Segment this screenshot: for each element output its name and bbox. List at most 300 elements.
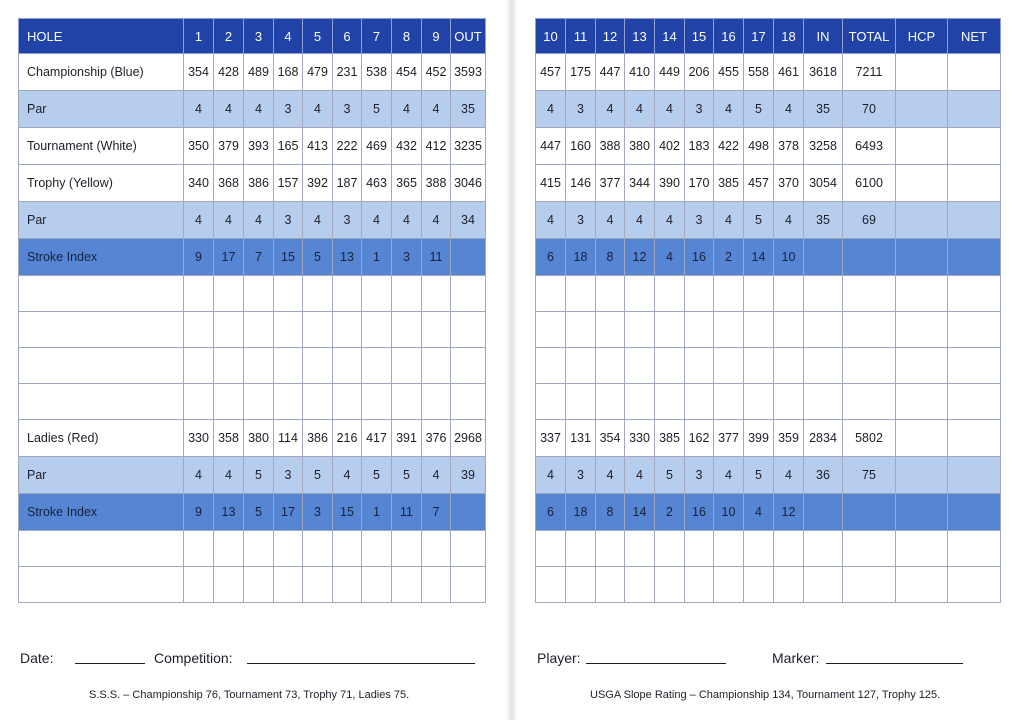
player-score-cell[interactable] — [596, 567, 625, 603]
player-score-cell[interactable] — [451, 348, 486, 384]
player-score-cell[interactable] — [566, 567, 596, 603]
score-cell: 452 — [422, 54, 451, 91]
player-score-cell[interactable] — [744, 312, 774, 348]
player-score-cell[interactable] — [214, 276, 244, 312]
score-cell — [896, 494, 948, 531]
player-score-cell[interactable] — [451, 276, 486, 312]
score-cell: 75 — [843, 457, 896, 494]
hole-number: 8 — [392, 19, 422, 54]
player-score-cell[interactable] — [655, 531, 685, 567]
player-score-row — [536, 531, 1001, 567]
score-cell: 4 — [303, 202, 333, 239]
player-score-cell[interactable] — [655, 384, 685, 420]
score-cell — [451, 239, 486, 276]
player-score-cell[interactable] — [596, 276, 625, 312]
score-cell: 4 — [744, 494, 774, 531]
player-score-cell[interactable] — [625, 276, 655, 312]
player-score-row — [19, 348, 486, 384]
score-cell — [843, 239, 896, 276]
player-score-cell[interactable] — [362, 276, 392, 312]
marker-line[interactable] — [826, 663, 963, 664]
score-cell: 447 — [536, 128, 566, 165]
player-score-cell[interactable] — [714, 531, 744, 567]
player-score-cell[interactable] — [596, 348, 625, 384]
player-score-cell[interactable] — [214, 531, 244, 567]
player-score-cell[interactable] — [392, 567, 422, 603]
player-name-cell[interactable] — [19, 312, 184, 348]
player-score-cell[interactable] — [244, 276, 274, 312]
score-cell: 391 — [392, 420, 422, 457]
player-score-cell[interactable] — [536, 531, 566, 567]
score-cell: 337 — [536, 420, 566, 457]
score-cell — [948, 202, 1001, 239]
player-score-cell[interactable] — [184, 348, 214, 384]
player-score-cell[interactable] — [362, 531, 392, 567]
player-score-cell[interactable] — [596, 384, 625, 420]
player-score-cell[interactable] — [303, 531, 333, 567]
player-score-cell[interactable] — [804, 348, 843, 384]
row-label: Par — [19, 91, 184, 128]
score-cell — [948, 54, 1001, 91]
player-score-cell[interactable] — [184, 384, 214, 420]
score-cell: 4 — [655, 202, 685, 239]
player-score-cell[interactable] — [896, 531, 948, 567]
player-score-cell[interactable] — [804, 312, 843, 348]
player-name-cell[interactable] — [19, 276, 184, 312]
player-score-cell[interactable] — [625, 384, 655, 420]
hole-number: IN — [804, 19, 843, 54]
player-score-cell[interactable] — [566, 276, 596, 312]
score-cell: 5 — [744, 91, 774, 128]
player-score-cell[interactable] — [422, 276, 451, 312]
player-score-cell[interactable] — [274, 567, 303, 603]
score-cell: 18 — [566, 494, 596, 531]
player-score-cell[interactable] — [948, 567, 1001, 603]
score-cell: 3235 — [451, 128, 486, 165]
score-cell: 5 — [655, 457, 685, 494]
player-score-cell[interactable] — [714, 348, 744, 384]
hole-header: HOLE — [19, 19, 184, 54]
player-score-cell[interactable] — [843, 567, 896, 603]
score-cell: 5 — [392, 457, 422, 494]
player-score-cell[interactable] — [392, 276, 422, 312]
score-cell: 4 — [625, 91, 655, 128]
score-cell: 358 — [214, 420, 244, 457]
player-score-cell[interactable] — [333, 348, 362, 384]
player-line[interactable] — [586, 663, 726, 664]
player-name-cell[interactable] — [19, 567, 184, 603]
score-cell: 4 — [655, 239, 685, 276]
player-score-cell[interactable] — [392, 348, 422, 384]
player-score-cell[interactable] — [244, 384, 274, 420]
score-cell: 4 — [392, 91, 422, 128]
score-cell: 3 — [274, 202, 303, 239]
score-cell: 4 — [422, 457, 451, 494]
score-cell: 380 — [244, 420, 274, 457]
score-cell: 4 — [536, 457, 566, 494]
player-score-cell[interactable] — [214, 567, 244, 603]
row-label: Tournament (White) — [19, 128, 184, 165]
player-score-cell[interactable] — [744, 567, 774, 603]
score-cell: 4 — [214, 457, 244, 494]
player-score-cell[interactable] — [303, 384, 333, 420]
player-score-cell[interactable] — [896, 348, 948, 384]
player-score-cell[interactable] — [948, 384, 1001, 420]
score-cell: 463 — [362, 165, 392, 202]
scorecard-row — [536, 202, 1001, 239]
player-score-cell[interactable] — [422, 531, 451, 567]
player-score-cell[interactable] — [274, 348, 303, 384]
score-cell: 16 — [685, 494, 714, 531]
scorecard-row — [536, 128, 1001, 165]
score-cell: 7 — [422, 494, 451, 531]
score-cell: 379 — [214, 128, 244, 165]
player-score-cell[interactable] — [596, 531, 625, 567]
score-cell: 393 — [244, 128, 274, 165]
player-score-cell[interactable] — [774, 531, 804, 567]
player-score-cell[interactable] — [303, 348, 333, 384]
score-cell — [948, 457, 1001, 494]
player-score-cell[interactable] — [774, 348, 804, 384]
score-cell: 4 — [244, 202, 274, 239]
score-cell: 12 — [774, 494, 804, 531]
score-cell: 17 — [214, 239, 244, 276]
score-cell: 3 — [566, 91, 596, 128]
score-cell: 7 — [244, 239, 274, 276]
back-nine-table — [535, 18, 1001, 603]
player-score-cell[interactable] — [804, 531, 843, 567]
score-cell: 170 — [685, 165, 714, 202]
scorecard-row — [536, 91, 1001, 128]
player-score-cell[interactable] — [214, 312, 244, 348]
player-score-cell[interactable] — [685, 276, 714, 312]
score-cell: 3 — [274, 91, 303, 128]
score-cell — [948, 165, 1001, 202]
score-cell: 10 — [714, 494, 744, 531]
score-cell: 4 — [184, 91, 214, 128]
player-score-cell[interactable] — [685, 567, 714, 603]
score-cell: 399 — [744, 420, 774, 457]
player-score-cell[interactable] — [744, 276, 774, 312]
player-score-cell[interactable] — [274, 384, 303, 420]
scorecard-row — [19, 91, 486, 128]
player-score-cell[interactable] — [625, 531, 655, 567]
score-cell: 3 — [392, 239, 422, 276]
player-score-cell[interactable] — [536, 348, 566, 384]
score-cell: 4 — [625, 457, 655, 494]
front-nine-table — [18, 18, 486, 603]
player-score-cell[interactable] — [655, 348, 685, 384]
player-score-cell[interactable] — [566, 312, 596, 348]
score-cell: 413 — [303, 128, 333, 165]
date-label: Date: — [20, 650, 54, 666]
player-score-cell[interactable] — [566, 348, 596, 384]
score-cell: 206 — [685, 54, 714, 91]
score-cell: 365 — [392, 165, 422, 202]
player-score-cell[interactable] — [655, 276, 685, 312]
hole-number: 6 — [333, 19, 362, 54]
score-cell: 457 — [744, 165, 774, 202]
player-score-cell[interactable] — [744, 531, 774, 567]
player-score-cell[interactable] — [536, 384, 566, 420]
hole-number: 15 — [685, 19, 714, 54]
score-cell: 368 — [214, 165, 244, 202]
score-cell: 114 — [274, 420, 303, 457]
hole-number: 1 — [184, 19, 214, 54]
player-score-cell[interactable] — [774, 312, 804, 348]
score-cell: 13 — [333, 239, 362, 276]
score-cell: 2 — [655, 494, 685, 531]
score-cell: 377 — [596, 165, 625, 202]
player-score-cell[interactable] — [566, 384, 596, 420]
score-cell: 5 — [303, 239, 333, 276]
player-score-cell[interactable] — [896, 567, 948, 603]
hole-number: 2 — [214, 19, 244, 54]
score-cell: 35 — [451, 91, 486, 128]
score-cell: 498 — [744, 128, 774, 165]
player-score-cell[interactable] — [625, 348, 655, 384]
score-cell: 4 — [184, 202, 214, 239]
score-cell: 402 — [655, 128, 685, 165]
score-cell: 390 — [655, 165, 685, 202]
player-score-cell[interactable] — [184, 276, 214, 312]
score-cell: 17 — [274, 494, 303, 531]
score-cell: 386 — [244, 165, 274, 202]
score-cell: 558 — [744, 54, 774, 91]
score-cell: 3046 — [451, 165, 486, 202]
score-cell: 35 — [804, 91, 843, 128]
player-score-cell[interactable] — [804, 384, 843, 420]
player-score-cell[interactable] — [536, 312, 566, 348]
player-score-cell[interactable] — [948, 348, 1001, 384]
score-cell: 388 — [422, 165, 451, 202]
score-cell: 422 — [714, 128, 744, 165]
score-cell — [896, 457, 948, 494]
player-score-cell[interactable] — [774, 276, 804, 312]
player-score-cell[interactable] — [422, 567, 451, 603]
marker-label: Marker: — [772, 650, 820, 666]
score-cell: 15 — [333, 494, 362, 531]
score-cell: 3 — [303, 494, 333, 531]
hole-number: 13 — [625, 19, 655, 54]
player-score-cell[interactable] — [333, 276, 362, 312]
player-score-cell[interactable] — [744, 348, 774, 384]
score-cell: 13 — [214, 494, 244, 531]
player-score-cell[interactable] — [333, 384, 362, 420]
scorecard-row — [19, 420, 486, 457]
player-score-cell[interactable] — [184, 312, 214, 348]
score-cell — [896, 202, 948, 239]
player-score-cell[interactable] — [685, 312, 714, 348]
player-score-row — [19, 567, 486, 603]
player-score-cell[interactable] — [714, 276, 744, 312]
score-cell: 4 — [214, 202, 244, 239]
date-line[interactable] — [75, 663, 145, 664]
player-score-cell[interactable] — [333, 312, 362, 348]
player-score-cell[interactable] — [362, 312, 392, 348]
player-score-cell[interactable] — [244, 531, 274, 567]
player-score-cell[interactable] — [843, 276, 896, 312]
player-score-cell[interactable] — [896, 384, 948, 420]
player-score-cell[interactable] — [714, 384, 744, 420]
player-score-cell[interactable] — [843, 312, 896, 348]
score-cell: 388 — [596, 128, 625, 165]
player-score-cell[interactable] — [843, 531, 896, 567]
score-cell: 4 — [714, 91, 744, 128]
player-score-cell[interactable] — [244, 312, 274, 348]
score-cell: 340 — [184, 165, 214, 202]
score-cell: 5 — [362, 457, 392, 494]
player-score-cell[interactable] — [566, 531, 596, 567]
score-cell: 4 — [392, 202, 422, 239]
row-label: Par — [19, 202, 184, 239]
score-cell: 538 — [362, 54, 392, 91]
player-score-cell[interactable] — [896, 276, 948, 312]
player-score-row — [19, 276, 486, 312]
score-cell: 5 — [303, 457, 333, 494]
player-score-cell[interactable] — [804, 276, 843, 312]
player-score-cell[interactable] — [392, 312, 422, 348]
score-cell: 4 — [214, 91, 244, 128]
player-score-cell[interactable] — [274, 276, 303, 312]
score-cell: 479 — [303, 54, 333, 91]
player-score-cell[interactable] — [744, 384, 774, 420]
player-score-cell[interactable] — [948, 531, 1001, 567]
competition-line[interactable] — [247, 663, 475, 664]
player-name-cell[interactable] — [19, 531, 184, 567]
score-cell: 377 — [714, 420, 744, 457]
score-cell — [948, 494, 1001, 531]
score-cell: 432 — [392, 128, 422, 165]
hole-number: 12 — [596, 19, 625, 54]
score-cell — [451, 494, 486, 531]
score-cell: 157 — [274, 165, 303, 202]
score-cell: 2834 — [804, 420, 843, 457]
player-score-cell[interactable] — [625, 312, 655, 348]
player-score-cell[interactable] — [362, 384, 392, 420]
player-score-cell[interactable] — [244, 348, 274, 384]
player-score-cell[interactable] — [422, 384, 451, 420]
player-score-row — [536, 384, 1001, 420]
player-score-cell[interactable] — [362, 348, 392, 384]
player-score-cell[interactable] — [843, 384, 896, 420]
hole-number: NET — [948, 19, 1001, 54]
scorecard-row — [19, 128, 486, 165]
score-cell: 354 — [184, 54, 214, 91]
player-score-cell[interactable] — [422, 348, 451, 384]
player-score-cell[interactable] — [685, 531, 714, 567]
score-cell: 3 — [566, 457, 596, 494]
score-cell: 9 — [184, 494, 214, 531]
player-score-cell[interactable] — [843, 348, 896, 384]
score-cell: 39 — [451, 457, 486, 494]
player-score-cell[interactable] — [184, 531, 214, 567]
player-score-cell[interactable] — [714, 312, 744, 348]
hole-number: HCP — [896, 19, 948, 54]
player-score-cell[interactable] — [303, 312, 333, 348]
player-score-cell[interactable] — [948, 276, 1001, 312]
player-score-cell[interactable] — [451, 384, 486, 420]
score-cell: 3258 — [804, 128, 843, 165]
score-cell: 5802 — [843, 420, 896, 457]
player-score-cell[interactable] — [896, 312, 948, 348]
score-cell: 4 — [714, 202, 744, 239]
player-name-cell[interactable] — [19, 348, 184, 384]
player-score-cell[interactable] — [274, 312, 303, 348]
hole-number: 9 — [422, 19, 451, 54]
player-score-cell[interactable] — [392, 531, 422, 567]
player-score-row — [536, 567, 1001, 603]
score-cell: 1 — [362, 494, 392, 531]
player-score-cell[interactable] — [655, 312, 685, 348]
player-score-cell[interactable] — [333, 567, 362, 603]
score-cell: 359 — [774, 420, 804, 457]
player-score-cell[interactable] — [244, 567, 274, 603]
player-score-cell[interactable] — [303, 276, 333, 312]
player-score-cell[interactable] — [948, 312, 1001, 348]
score-cell: 3 — [333, 202, 362, 239]
score-cell: 35 — [804, 202, 843, 239]
player-score-cell[interactable] — [362, 567, 392, 603]
player-score-cell[interactable] — [333, 531, 362, 567]
player-score-cell[interactable] — [214, 348, 244, 384]
player-name-cell[interactable] — [19, 384, 184, 420]
score-cell: 175 — [566, 54, 596, 91]
score-cell: 10 — [774, 239, 804, 276]
score-cell: 231 — [333, 54, 362, 91]
player-score-cell[interactable] — [451, 567, 486, 603]
player-score-cell[interactable] — [774, 384, 804, 420]
player-score-row — [536, 276, 1001, 312]
player-score-row — [536, 348, 1001, 384]
player-score-cell[interactable] — [184, 567, 214, 603]
player-score-cell[interactable] — [596, 312, 625, 348]
player-score-cell[interactable] — [536, 276, 566, 312]
hole-number: 14 — [655, 19, 685, 54]
hole-number: OUT — [451, 19, 486, 54]
score-cell: 3593 — [451, 54, 486, 91]
score-cell: 4 — [362, 202, 392, 239]
player-score-cell[interactable] — [685, 384, 714, 420]
hole-number: 17 — [744, 19, 774, 54]
player-score-cell[interactable] — [392, 384, 422, 420]
score-cell: 350 — [184, 128, 214, 165]
player-score-cell[interactable] — [451, 312, 486, 348]
player-score-cell[interactable] — [655, 567, 685, 603]
player-score-cell[interactable] — [451, 531, 486, 567]
score-cell: 3 — [333, 91, 362, 128]
score-cell — [896, 165, 948, 202]
player-score-cell[interactable] — [214, 384, 244, 420]
player-score-cell[interactable] — [536, 567, 566, 603]
player-score-row — [19, 531, 486, 567]
player-score-cell[interactable] — [303, 567, 333, 603]
scorecard-row — [19, 494, 486, 531]
score-cell: 428 — [214, 54, 244, 91]
score-cell: 7211 — [843, 54, 896, 91]
score-cell: 412 — [422, 128, 451, 165]
player-score-cell[interactable] — [625, 567, 655, 603]
player-score-cell[interactable] — [422, 312, 451, 348]
player-score-cell[interactable] — [685, 348, 714, 384]
player-score-cell[interactable] — [274, 531, 303, 567]
player-score-cell[interactable] — [774, 567, 804, 603]
score-cell: 3 — [685, 202, 714, 239]
player-score-cell[interactable] — [804, 567, 843, 603]
score-cell — [896, 91, 948, 128]
player-score-cell[interactable] — [714, 567, 744, 603]
score-cell: 6493 — [843, 128, 896, 165]
